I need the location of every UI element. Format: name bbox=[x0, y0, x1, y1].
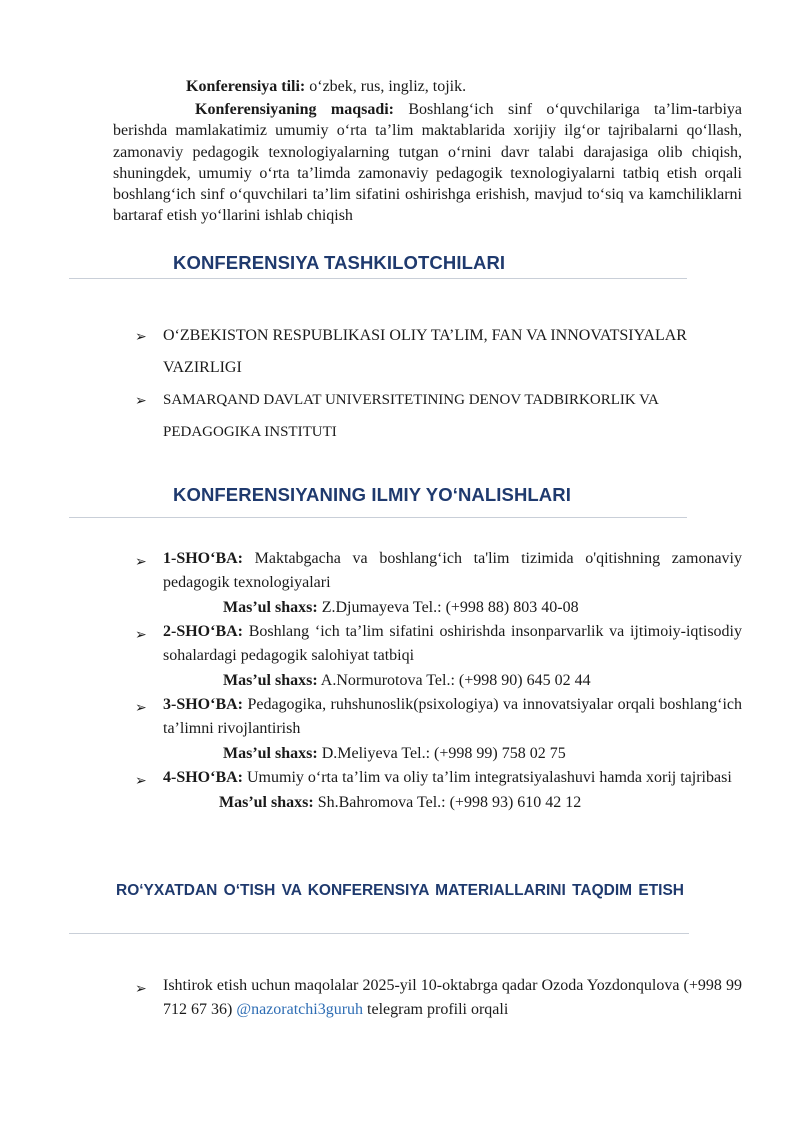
section-item bbox=[135, 547, 742, 595]
organizers-heading: KONFERENSIYA TASHKILOTCHILARI bbox=[173, 252, 506, 273]
responsible-contact: Sh.Bahromova Tel.: (+998 93) 610 42 12 bbox=[313, 794, 582, 811]
section-item bbox=[135, 620, 742, 668]
purpose-text: Boshlang‘ich sinf o‘quvchilariga ta’lim-tarbiya berishda mamlakatimiz umumiy o‘rta ta’lim maktablarida xorijiy ilg‘or tajribalarni qo‘llash, zamonaviy pedagogik texnologiyalarning tutgan o‘rnini davr talabi darajasiga olib chiqish, shuningdek, umumiy o‘rta ta’limda zamonaviy pedagogik texnologiyalarni tatbiq etish orqali boshlang‘ich sinf o‘quvchilari ta’lim sifatini oshirishga erishish, mavjud to‘siq va kamchiliklarni bartaraf etish yo‘llarini ishlab chiqish bbox=[113, 101, 742, 225]
language-label: Konferensiya tili: bbox=[186, 78, 306, 95]
registration-item bbox=[135, 974, 742, 1022]
section-item bbox=[135, 766, 742, 790]
organizer-item bbox=[135, 384, 742, 448]
responsible-label: Mas’ul shaxs: bbox=[223, 745, 318, 762]
arrow-bullet-icon: ➢ bbox=[135, 981, 147, 997]
registration-divider bbox=[69, 933, 689, 934]
organizers-list bbox=[135, 320, 742, 448]
section-title: 4-SHO‘BA: bbox=[163, 769, 243, 786]
arrow-bullet-icon: ➢ bbox=[135, 329, 147, 345]
organizer-name: O‘ZBEKISTON RESPUBLIKASI OLIY TA’LIM, FAN VA INNOVATSIYALAR VAZIRLIGI bbox=[163, 327, 687, 376]
arrow-bullet-icon: ➢ bbox=[135, 393, 147, 409]
conference-language bbox=[186, 78, 466, 96]
responsible-person bbox=[135, 790, 742, 815]
responsible-label: Mas’ul shaxs: bbox=[223, 599, 318, 616]
conference-purpose bbox=[113, 99, 742, 227]
arrow-bullet-icon: ➢ bbox=[135, 554, 147, 570]
section-text: Pedagogika, ruhshunoslik(psixologiya) va innovatsiyalar orqali boshlang‘ich ta’limni rivojlantirish bbox=[163, 696, 742, 737]
section-item bbox=[135, 693, 742, 741]
registration-text-end: telegram profili orqali bbox=[363, 1001, 509, 1018]
organizer-name: SAMARQAND DAVLAT UNIVERSITETINING DENOV TADBIRKORLIK VA PEDAGOGIKA INSTITUTI bbox=[163, 392, 659, 440]
section-text: Maktabgacha va boshlang‘ich ta'lim tizimida o'qitishning zamonaviy pedagogik texnologiyalari bbox=[163, 550, 742, 591]
sections-divider bbox=[69, 517, 687, 518]
section-title: 3-SHO‘BA: bbox=[163, 696, 243, 713]
section-title: 1-SHO‘BA: bbox=[163, 550, 243, 567]
section-text: Umumiy o‘rta ta’lim va oliy ta’lim integratsiyalashuvi hamda xorij tajribasi bbox=[243, 769, 732, 786]
section-title: 2-SHO‘BA: bbox=[163, 623, 243, 640]
responsible-contact: A.Normurotova Tel.: (+998 90) 645 02 44 bbox=[317, 672, 591, 689]
organizers-divider bbox=[69, 278, 687, 279]
purpose-label: Konferensiyaning maqsadi: bbox=[195, 101, 394, 118]
telegram-link[interactable]: @nazoratchi3guruh bbox=[236, 1001, 364, 1018]
responsible-contact: D.Meliyeva Tel.: (+998 99) 758 02 75 bbox=[317, 745, 566, 762]
arrow-bullet-icon: ➢ bbox=[135, 773, 147, 789]
responsible-person bbox=[135, 595, 742, 620]
organizer-item bbox=[135, 320, 742, 384]
language-value: o‘zbek, rus, ingliz, tojik. bbox=[305, 78, 467, 95]
arrow-bullet-icon: ➢ bbox=[135, 627, 147, 643]
responsible-label: Mas’ul shaxs: bbox=[219, 794, 314, 811]
sections-list bbox=[135, 547, 742, 815]
responsible-person bbox=[135, 668, 742, 693]
registration-list bbox=[135, 974, 742, 1022]
arrow-bullet-icon: ➢ bbox=[135, 700, 147, 716]
responsible-label: Mas’ul shaxs: bbox=[223, 672, 318, 689]
section-text: Boshlang ‘ich ta’lim sifatini oshirishda insonparvarlik va ijtimoiy-iqtisodiy sohalardagi pedagogik salohiyat tatbiqi bbox=[163, 623, 742, 664]
sections-heading: KONFERENSIYANING ILMIY YO‘NALISHLARI bbox=[173, 484, 571, 505]
registration-heading: RO‘YXATDAN O‘TISH VA KONFERENSIYA MATERIALLARINI TAQDIM ETISH bbox=[116, 882, 685, 899]
responsible-contact: Z.Djumayeva Tel.: (+998 88) 803 40-08 bbox=[317, 599, 579, 616]
responsible-person bbox=[135, 741, 742, 766]
registration-text: Ishtirok etish uchun maqolalar 2025-yil 10-oktabrga qadar Ozoda Yozdonqulova (+998 99 712 67 36) bbox=[163, 977, 742, 1018]
